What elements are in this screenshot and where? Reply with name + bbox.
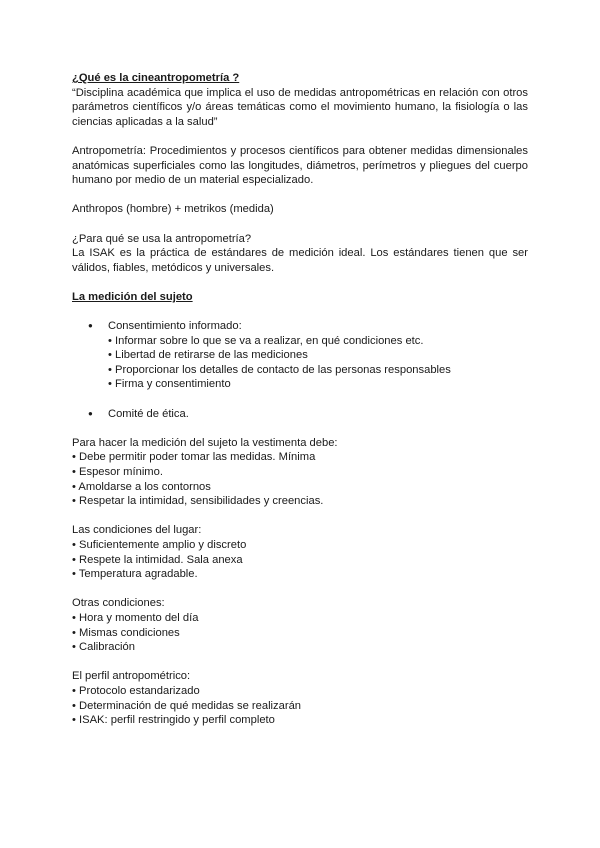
sub-item: • Informar sobre lo que se va a realizar, en qué condiciones etc. — [108, 334, 424, 347]
perfil-item: • ISAK: perfil restringido y perfil completo — [72, 714, 275, 727]
lugar-item: • Suficientemente amplio y discreto — [72, 539, 247, 551]
lugar-item: • Respete la intimidad. Sala anexa — [72, 553, 243, 566]
otras-intro: Otras condiciones: — [72, 597, 165, 610]
lugar-item: • Temperatura agradable. — [72, 568, 198, 581]
list-item-comite — [72, 407, 528, 422]
sub-item: • Libertad de retirarse de las mediciones — [108, 349, 308, 362]
sub-item: • Firma y consentimiento — [108, 378, 231, 391]
list-item-label: Consentimiento informado: — [108, 320, 242, 333]
vestimenta-item: • Amoldarse a los contornos — [72, 480, 211, 493]
vestimenta-intro: Para hacer la medición del sujeto la vestimenta debe: — [72, 436, 338, 449]
lugar-intro: Las condiciones del lugar: — [72, 524, 202, 537]
perfil-item: • Protocolo estandarizado — [72, 684, 200, 697]
etymology-text: Anthropos (hombre) + metrikos (medida) — [72, 203, 274, 216]
para-que-answer: La ISAK es la práctica de estándares de medición ideal. Los estándares tienen que ser válidos, fiables, metódicos y universales. — [72, 247, 528, 274]
perfil-intro: El perfil antropométrico: — [72, 670, 191, 683]
document-body — [72, 71, 528, 728]
antropometria-definition: Antropometría: Procedimientos y procesos científicos para obtener medidas dimensionales anatómicas superficiales como las longitudes, diámetros, perímetros y pliegues del cuerpo humano por medio de un material especializado. — [72, 144, 528, 187]
vestimenta-item: • Espesor mínimo. — [72, 466, 163, 479]
perfil-item: • Determinación de qué medidas se realizarán — [72, 699, 302, 712]
list-item-consentimiento — [72, 319, 528, 407]
consentimiento-sublist — [108, 334, 528, 392]
vestimenta-item: • Respetar la intimidad, sensibilidades y creencias. — [72, 495, 324, 508]
vestimenta-item: • Debe permitir poder tomar las medidas. Mínima — [72, 451, 316, 464]
para-que-question: ¿Para qué se usa la antropometría? — [72, 232, 252, 245]
otras-item: • Hora y momento del día — [72, 611, 199, 624]
list-item-label: Comité de ética. — [108, 407, 189, 420]
medicion-list — [72, 319, 528, 421]
section-title-cineantropometria: ¿Qué es la cineantropometría ? — [72, 72, 240, 84]
definition-quote: “Disciplina académica que implica el uso de medidas antropométricas en relación con otros parámetros científicos y/o áreas temáticas como el movimiento humano, la fisiología o las ciencias aplicadas a la salud” — [72, 86, 528, 128]
sub-item: • Proporcionar los detalles de contacto de las personas responsables — [108, 363, 451, 376]
section-title-medicion: La medición del sujeto — [72, 290, 193, 303]
otras-item: • Calibración — [72, 641, 135, 654]
otras-item: • Mismas condiciones — [72, 626, 180, 639]
